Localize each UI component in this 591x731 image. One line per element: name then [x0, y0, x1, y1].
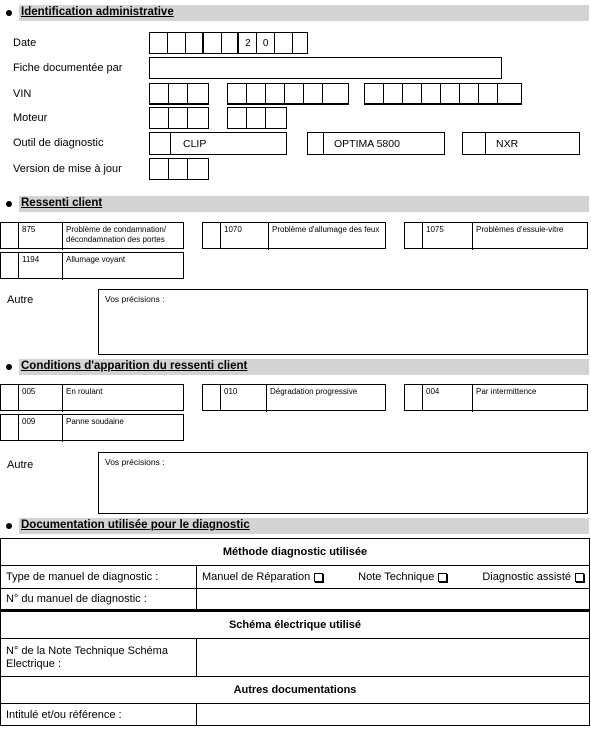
bullet-icon [6, 523, 12, 529]
bullet-icon [6, 10, 12, 16]
ressenti-precisions-textarea[interactable] [98, 289, 588, 355]
bullet-icon [6, 364, 12, 370]
date-cell: 2 [239, 33, 257, 53]
condition-item[interactable]: 009 Panne soudaine [0, 414, 184, 441]
methode-header: Méthode diagnostic utilisée [1, 539, 590, 566]
moteur-field-1[interactable] [149, 107, 209, 129]
bullet-icon [6, 201, 12, 207]
option-manuel-reparation[interactable]: Manuel de Réparation [202, 571, 323, 583]
num-manuel-label: N° du manuel de diagnostic : [1, 589, 197, 611]
ressenti-autre-label: Autre [7, 294, 34, 306]
vin-field-3[interactable] [364, 83, 522, 105]
date-cell[interactable] [275, 33, 293, 53]
ressenti-item[interactable]: 875 Problème de condamnation/ décondamnation des portes [0, 222, 184, 249]
note-tech-input[interactable] [197, 639, 590, 677]
section-title-documentation: Documentation utilisée pour le diagnostic [21, 519, 250, 531]
moteur-field-2[interactable] [227, 107, 287, 129]
checkbox[interactable] [203, 223, 221, 248]
fiche-input[interactable] [149, 57, 502, 79]
outil-nxr-option[interactable]: NXR [462, 132, 580, 155]
condition-item[interactable]: 004 Par intermittence [404, 384, 588, 411]
date-field[interactable] [149, 32, 308, 54]
checkbox[interactable] [1, 223, 19, 248]
date-cell[interactable] [150, 33, 168, 53]
conditions-autre-label: Autre [7, 459, 34, 471]
checkbox-icon[interactable] [438, 573, 447, 582]
outil-label: Outil de diagnostic [13, 137, 104, 149]
vin-label: VIN [13, 88, 32, 100]
checkbox[interactable] [1, 415, 19, 440]
conditions-precisions-textarea[interactable] [98, 452, 588, 514]
section-title-admin: Identification administrative [21, 6, 174, 18]
type-manuel-options [197, 566, 590, 589]
ressenti-item[interactable]: 1070 Problème d'allumage des feux [202, 222, 386, 249]
checkbox[interactable] [203, 385, 221, 410]
date-cell[interactable] [293, 33, 307, 53]
checkbox-icon[interactable] [314, 573, 323, 582]
num-manuel-input[interactable] [197, 589, 590, 611]
outil-optima-option[interactable]: OPTIMA 5800 [307, 132, 445, 155]
schema-header: Schéma électrique utilisé [1, 611, 590, 639]
option-note-technique[interactable]: Note Technique [358, 571, 447, 583]
checkbox[interactable] [405, 223, 423, 248]
section-bar-ressenti [19, 196, 589, 212]
checkbox-icon[interactable] [575, 573, 584, 582]
type-manuel-label: Type de manuel de diagnostic : [1, 566, 197, 589]
vin-field-2[interactable] [227, 83, 349, 105]
version-field[interactable] [149, 158, 209, 180]
checkbox[interactable] [1, 253, 19, 278]
intitule-label: Intitulé et/ou référence : [1, 704, 197, 726]
version-label: Version de mise à jour [13, 163, 122, 175]
outil-clip-option[interactable]: CLIP [149, 132, 287, 155]
documentation-table [0, 538, 590, 726]
option-diagnostic-assiste[interactable]: Diagnostic assisté [482, 571, 584, 583]
precisions-label: Vos précisions : [105, 457, 165, 467]
intitule-input[interactable] [197, 704, 590, 726]
moteur-label: Moteur [13, 112, 48, 124]
fiche-label: Fiche documentée par [13, 62, 123, 74]
precisions-label: Vos précisions : [105, 294, 165, 304]
date-cell: 0 [257, 33, 275, 53]
section-title-ressenti: Ressenti client [21, 197, 103, 209]
ressenti-item[interactable]: 1075 Problèmes d'essuie-vitre [404, 222, 588, 249]
ressenti-item[interactable]: 1194 Allumage voyant [0, 252, 184, 279]
note-tech-label: N° de la Note Technique Schéma Electrique : [1, 639, 197, 677]
checkbox[interactable] [1, 385, 19, 410]
date-label: Date [13, 37, 37, 49]
condition-item[interactable]: 005 En roulant [0, 384, 184, 411]
condition-item[interactable]: 010 Dégradation progressive [202, 384, 386, 411]
section-title-conditions: Conditions d'apparition du ressenti client [21, 360, 248, 372]
checkbox[interactable] [405, 385, 423, 410]
date-cell[interactable] [168, 33, 186, 53]
date-cell[interactable] [204, 33, 222, 53]
date-cell[interactable] [186, 33, 204, 53]
vin-field-1[interactable] [149, 83, 209, 105]
autres-header: Autres documentations [1, 677, 590, 704]
date-cell[interactable] [222, 33, 240, 53]
